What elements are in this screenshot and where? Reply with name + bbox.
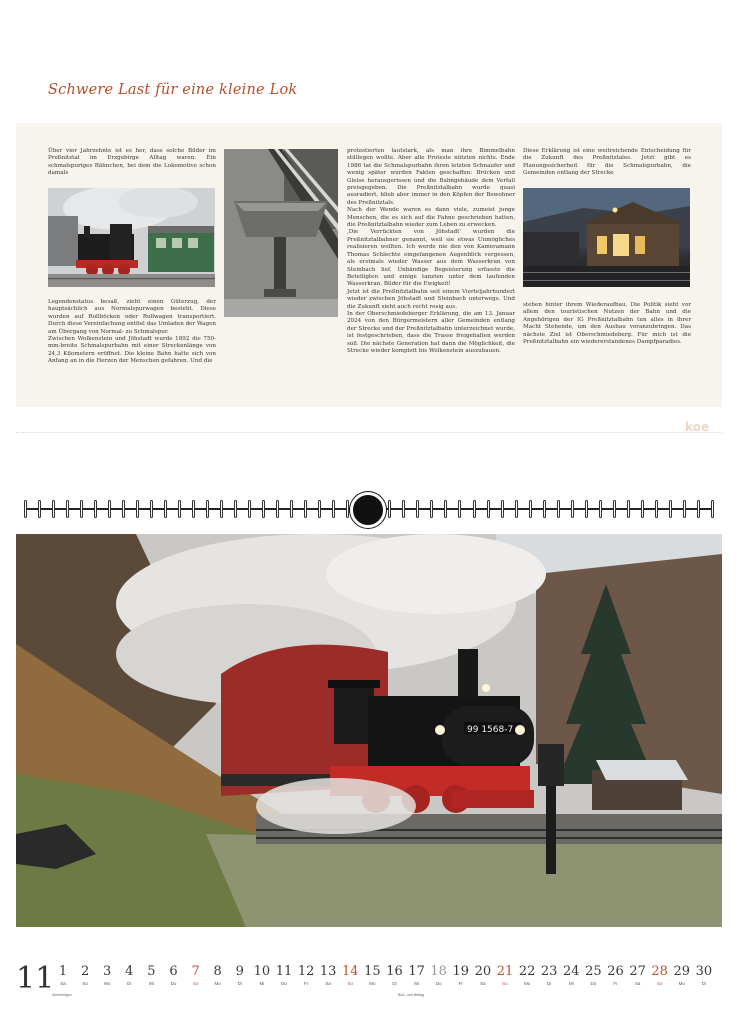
binding-ring (416, 500, 419, 518)
photo-steam-locomotive-station (48, 188, 215, 287)
binding-ring (38, 500, 41, 518)
binding-ring (402, 500, 405, 518)
binding-ring (80, 500, 83, 518)
binding-ring (655, 500, 658, 518)
day-weekday: Fr (303, 981, 309, 986)
binding-ring (473, 500, 476, 518)
day-weekday: Do (170, 981, 177, 986)
day-number: 3 (103, 964, 112, 979)
binding-ring (444, 500, 447, 518)
article-column-1-top: Über vier Jahrzehnte ist es her, dass solche Bilder im Preßnitztal im Erzgebirge Alltag waren. Ein schmalspuriges Bähnchen, bei dem die Lokomotive schon damals (48, 148, 216, 177)
day-weekday: Mo (104, 981, 111, 986)
photo-locomotive-illustration (48, 188, 215, 287)
binding-ring (515, 500, 518, 518)
calendar-day (472, 964, 494, 988)
day-number: 19 (452, 964, 470, 979)
binding-ring (318, 500, 321, 518)
day-weekday: Sa (60, 981, 66, 986)
calendar-day (229, 964, 251, 988)
binding-ring (571, 500, 574, 518)
calendar-note: Allerheiligen (52, 993, 72, 997)
day-number: 7 (191, 964, 200, 979)
article-column-4-bottom: stehen hinter ihrem Wiederaufbau. Die Politik sieht vor allem den touristischen Nutzen der Bahn und die Angehörigen der IG Preßnitztalbahn tun alles in ihrer Macht Stehende, um den Ausbau voranzubringen. Das nächste Ziel ist Oberschmiedeberg. Für mich ist die Preßnitztalbahn ein wiedererstandenes Dampfparadies. (523, 302, 691, 346)
calendar-note: Buß- und Bettag (398, 993, 425, 997)
calendar-day (361, 964, 383, 988)
calendar-day (560, 964, 582, 988)
day-weekday: Sa (325, 981, 331, 986)
day-number: 13 (319, 964, 337, 979)
calendar-day (538, 964, 560, 988)
day-number: 11 (275, 964, 293, 979)
day-number: 18 (430, 964, 447, 979)
day-weekday: Do (435, 981, 442, 986)
day-number: 16 (386, 964, 403, 979)
calendar-day (649, 964, 671, 988)
calendar-day (671, 964, 693, 988)
day-weekday: Mi (568, 981, 574, 986)
binding-ring (711, 500, 714, 518)
day-weekday: Di (127, 981, 132, 986)
calendar-day (52, 964, 74, 988)
binding-ring (627, 500, 630, 518)
binding-ring (613, 500, 616, 518)
calendar-day (428, 964, 450, 988)
day-number: 24 (563, 964, 580, 979)
article-column-4-top: Diese Erklärung ist eine weitreichende Entscheidung für die Zukunft des Preßnitztales. Jetzt gibt es Planungssicherheit für die Schmalspurbahn, die Gemeinden entlang der Strecke (523, 148, 691, 177)
day-weekday: Mi (259, 981, 265, 986)
calendar-day (207, 964, 229, 988)
day-number: 29 (673, 964, 691, 979)
day-number: 28 (651, 964, 668, 979)
binding-ring (557, 500, 560, 518)
binding-ring (543, 500, 546, 518)
photo-station-illustration (523, 188, 690, 287)
calendar-day (605, 964, 627, 988)
day-weekday: Di (547, 981, 552, 986)
binding-ring (220, 500, 223, 518)
calendar-day (339, 964, 361, 988)
calendar-day (406, 964, 428, 988)
calendar-day (582, 964, 604, 988)
binding-ring (122, 500, 125, 518)
day-number: 17 (408, 964, 425, 979)
binding-ring (332, 500, 335, 518)
day-weekday: So (347, 981, 354, 986)
calendar-day (74, 964, 96, 988)
day-number: 1 (58, 964, 68, 979)
article-column-3: protestierten lautstark, als man ihre Bimmelbahn stilllegen wollte. Aber alle Proteste nützten nichts. Ende 1986 tat die Schmalspurbahn ihren letzten Schnaufer und wenig später wurden Fakten geschaffen: Brücken und Gleise herausgerissen und die Bahngebäude dem Verfall preisgegeben. Die Preßnitztalbahn wurde quasi ausradiert, blieb aber immer in den Köpfen der Bewohner des Preßnitztals. Nach der Wende waren es dann viele, zumeist junge Menschen, die es sich auf die Fahne geschrieben hatten, die Preßnitztalbahn wieder zum Leben zu erwecken. ‚Die Verrückten von Jöhstadt' wurden die Preßnitztalbahner genannt, weil sie etwas Unmögliches realisieren wollten. Ich werde nie den von Kameramann Thomas Schlechte eingefangenen Augenblick vergessen, als erstmals wieder Wasser aus dem Wasserkran von Steinbach lief. Unbändige Begeisterung erfasste die Beteiligten und einige tanzten unter dem laufenden Wasserkran. Bilder für die Ewigkeit! Jetzt ist die Preßnitztalbahn seit einem Vierteljahrhundert wieder zwischen Jöhstadt und Steinbach unterwegs. Und die Zukunft sieht auch recht rosig aus. In der Oberschmiedeberger Erklärung, die am 13. Januar 2024 von den Bürgermeistern aller Gemeinden entlang der Strecke und der Preßnitztalbahn unterzeichnet wurde, ist festgeschrieben, dass die Trasse freigehalten werden soll. Die nächste Generation hat dann die Möglichkeit, die Strecke wieder komplett bis Wolkenstein auszubauen. (347, 148, 515, 354)
day-number: 2 (80, 964, 90, 979)
main-photo-illustration (16, 534, 722, 927)
day-number: 25 (585, 964, 602, 979)
day-number: 15 (364, 964, 381, 979)
day-number: 27 (629, 964, 646, 979)
day-weekday: Mo (214, 981, 221, 986)
photo-station-evening (523, 188, 690, 287)
calendar-day (317, 964, 339, 988)
day-weekday: Di (701, 981, 707, 986)
day-weekday: So (502, 981, 508, 986)
day-number: 26 (607, 964, 624, 979)
day-weekday: So (192, 981, 199, 986)
binding-ring (178, 500, 181, 518)
binding-ring (52, 500, 55, 518)
calendar-day (494, 964, 516, 988)
photo-water-crane-tracks (224, 149, 338, 317)
day-weekday: So (82, 981, 88, 986)
binding-ring (599, 500, 602, 518)
day-number: 23 (540, 964, 558, 979)
day-weekday: Fr (613, 981, 618, 986)
locomotive-number-plate: 99 1568-7 (467, 725, 514, 735)
day-row (52, 964, 713, 998)
publisher-logo: koe (685, 420, 710, 434)
calendar-day (185, 964, 207, 988)
calendar-day (96, 964, 118, 988)
binding-ring (501, 500, 504, 518)
day-weekday: Fr (458, 981, 463, 986)
day-weekday: Mi (414, 981, 419, 986)
calendar-day (273, 964, 295, 988)
day-number: 5 (147, 964, 156, 979)
calendar-day (118, 964, 140, 988)
day-weekday: Do (281, 981, 287, 986)
binding-ring (346, 500, 349, 518)
binding-ring (24, 500, 27, 518)
binding-ring (66, 500, 69, 518)
calendar-day (450, 964, 472, 988)
photo-water-crane-illustration (224, 149, 338, 317)
binding-ring (388, 500, 391, 518)
day-number: 9 (235, 964, 244, 979)
binding-ring (206, 500, 209, 518)
binding-ring (248, 500, 251, 518)
binding-ring (136, 500, 139, 518)
binding-ring (585, 500, 588, 518)
binding-ring (430, 500, 433, 518)
day-number: 14 (342, 964, 359, 979)
binding-ring (234, 500, 237, 518)
binding-ring (641, 500, 644, 518)
month-number: 11 (16, 961, 55, 996)
article-title: Schwere Last für eine kleine Lok (48, 82, 298, 98)
binding-ring (683, 500, 686, 518)
day-weekday: Di (237, 981, 242, 986)
day-number: 30 (695, 964, 713, 979)
day-weekday: Sa (634, 981, 641, 986)
day-weekday: Mo (523, 981, 531, 986)
binding-ring (458, 500, 461, 518)
binding-ring (94, 500, 97, 518)
binding-ring (150, 500, 153, 518)
calendar-hanger (350, 492, 386, 528)
day-weekday: So (656, 981, 663, 986)
day-number: 8 (213, 964, 222, 979)
calendar-day (140, 964, 162, 988)
page-divider (16, 432, 722, 433)
day-number: 6 (169, 964, 178, 979)
day-weekday: Mo (369, 981, 376, 986)
day-weekday: Mi (149, 981, 154, 986)
calendar-day (251, 964, 273, 988)
day-number: 12 (297, 964, 315, 979)
day-number: 20 (474, 964, 492, 979)
binding-ring (304, 500, 307, 518)
binding-ring (276, 500, 279, 518)
calendar-day (627, 964, 649, 988)
calendar-day (693, 964, 715, 988)
main-photo-steam-freight-train (16, 534, 722, 927)
day-weekday: Do (590, 981, 597, 986)
day-number: 21 (496, 964, 514, 979)
binding-ring (192, 500, 195, 518)
binding-ring (262, 500, 265, 518)
day-weekday: Sa (480, 981, 486, 986)
binding-ring (529, 500, 532, 518)
calendar-day (295, 964, 317, 988)
day-weekday: Mo (678, 981, 685, 986)
day-number: 4 (125, 964, 134, 979)
binding-ring (487, 500, 490, 518)
article-column-1-bottom: Legendenstatus besaß, zieht einen Güterzug, der hauptsächlich aus Normalspurwagen besteht. Diese wurden auf Rollböcken oder Rollwagen transportiert. Durch diese Vereinfachung entfiel das Umladen der Wagen am Übergang von Normal- zu Schmalspur. Zwischen Wolkenstein und Jöhstadt wurde 1892 die 750-mm-breite Schmalspurbahn mit einer Streckenlänge von 24,3 Kilometern eröffnet. Die kleine Bahn hatte sich von Anfang an in die Herzen der Menschen gefahren. Und die (48, 299, 217, 365)
day-weekday: Di (392, 981, 397, 986)
binding-ring (290, 500, 293, 518)
day-number: 10 (253, 964, 271, 979)
binding-ring (697, 500, 700, 518)
article-page (0, 0, 738, 508)
calendar-day (384, 964, 406, 988)
binding-ring (108, 500, 111, 518)
calendar-day (163, 964, 185, 988)
binding-ring (669, 500, 672, 518)
calendar-day (516, 964, 538, 988)
day-number: 22 (518, 964, 536, 979)
binding-ring (164, 500, 167, 518)
